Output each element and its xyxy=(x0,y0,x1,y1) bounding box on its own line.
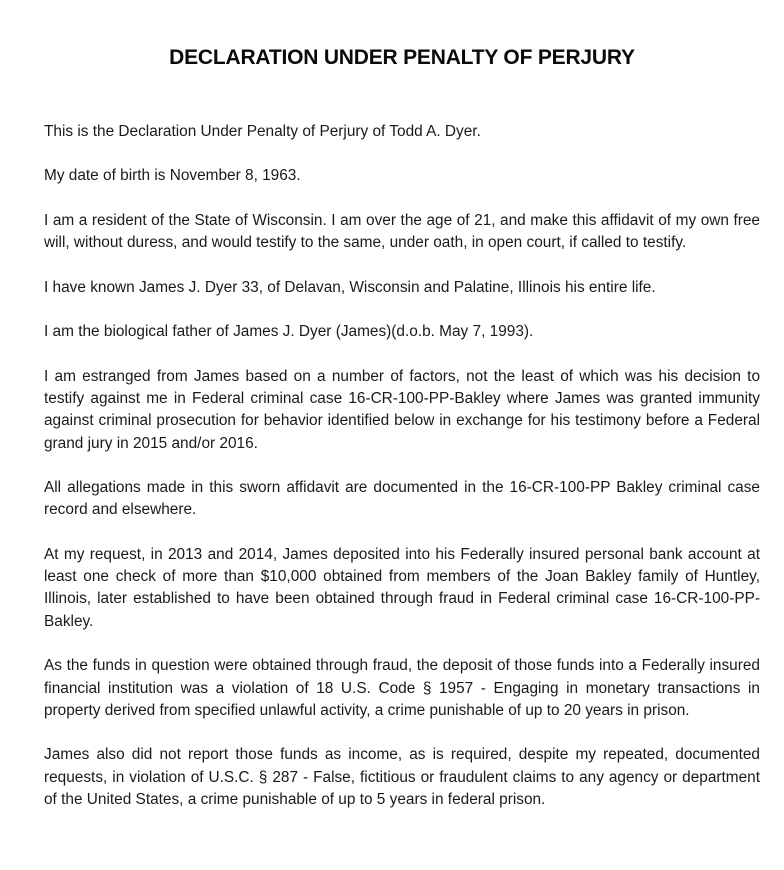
paragraph-declarant: This is the Declaration Under Penalty of Perjury of Todd A. Dyer. xyxy=(44,123,481,140)
paragraph-allegations-documented: All allegations made in this sworn affidavit are documented in the 16-CR-100-PP Bakley criminal case record and elsewhere. xyxy=(44,479,760,519)
paragraph-residency: I am a resident of the State of Wisconsin. I am over the age of 21, and make this affidavit of my own free will, without duress, and would testify to the same, under oath, in open court, if called to testify. xyxy=(44,211,760,252)
paragraph-date-of-birth: My date of birth is November 8, 1963. xyxy=(44,167,301,185)
paragraph-deposit: At my request, in 2013 and 2014, James deposited into his Federally insured personal bank account at least one check of more than $10,000 obtained from members of the Joan Bakley family of Huntley, Illinois, later established to have been obtained through fraud in Federal criminal case 16-CR-100-PP-Bakley. xyxy=(44,545,760,630)
paragraph-monetary-transactions: As the funds in question were obtained through fraud, the deposit of those funds into a Federally insured financial institution was a violation of 18 U.S. Code § 1957 - Engaging in monetary transactions in property derived from specified unlawful activity, a crime punishable of up to 20 years in prison. xyxy=(44,657,760,719)
document-body xyxy=(44,121,760,833)
paragraph-known-relationship: I have known James J. Dyer 33, of Delavan, Wisconsin and Palatine, Illinois his entire life. xyxy=(44,278,656,296)
document-title: DECLARATION UNDER PENALTY OF PERJURY xyxy=(169,46,635,69)
paragraph-biological-father: I am the biological father of James J. Dyer (James)(d.o.b. May 7, 1993). xyxy=(44,323,534,341)
paragraph-estrangement: I am estranged from James based on a number of factors, not the least of which was his decision to testify against me in Federal criminal case 16-CR-100-PP-Bakley where James was granted immunity against criminal prosecution for behavior identified below in exchange for his testimony before a Federal grand jury in 2015 and/or 2016. xyxy=(44,367,760,452)
paragraph-unreported-income: James also did not report those funds as income, as is required, despite my repeated, documented requests, in violation of U.S.C. § 287 - False, fictitious or fraudulent claims to any agency or department of the United States, a crime punishable of up to 5 years in federal prison. xyxy=(44,746,760,808)
